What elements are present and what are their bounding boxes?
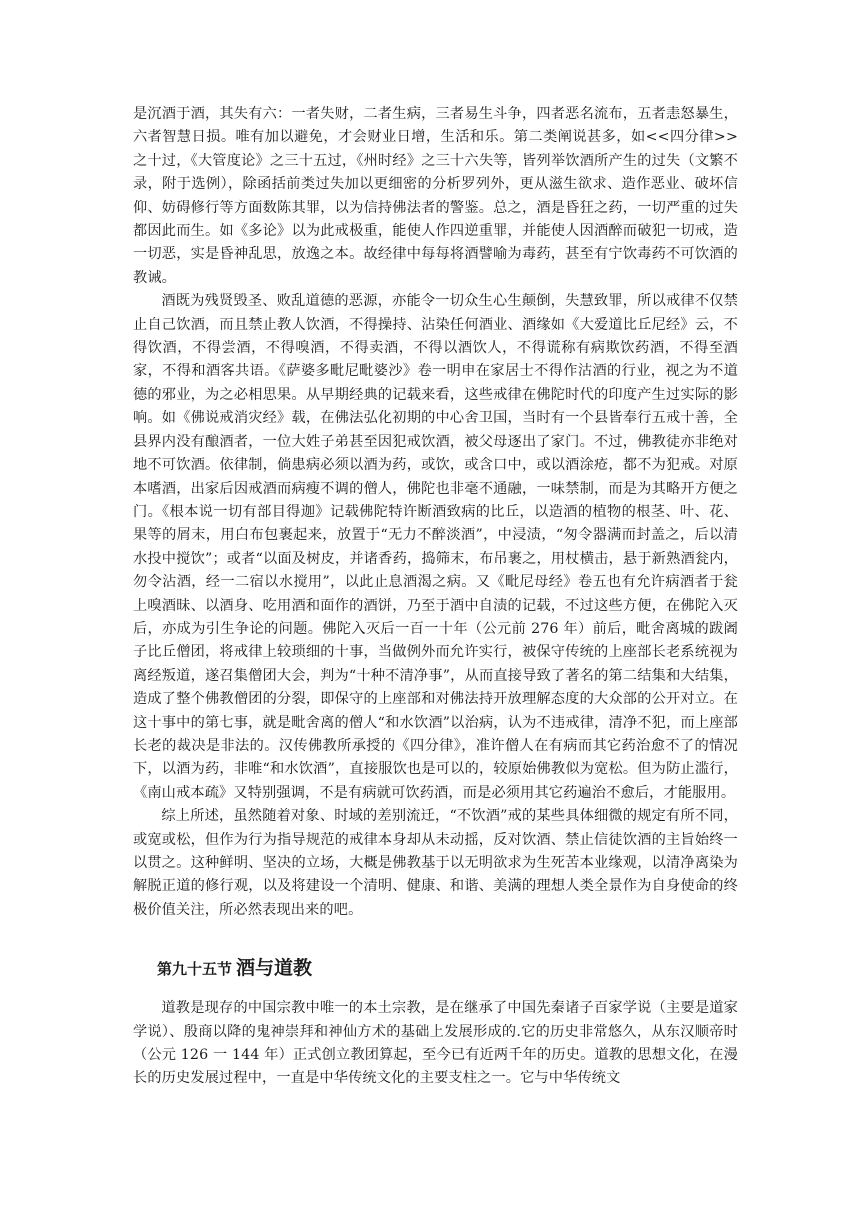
paragraph-2: 酒既为残贤毁圣、败乱道德的恶源，亦能令一切众生心生颠倒，失慧致罪，所以戒律不仅禁止自己饮酒，而且禁止教人饮酒，不得操持、沾染任何酒业、酒缘如《大爱道比丘尼经》云，不得饮酒，不得尝酒，不得嗅酒，不得卖酒，不得以酒饮人，不得谎称有病欺饮药酒，不得至酒家，不得和酒客共语。《萨婆多毗尼毗婆沙》卷一明申在家居士不得作沽酒的行业，视之为不道德的邪业，为之必相思果。从早期经典的记载来看，这些戒律在佛陀时代的印度产生过实际的影响。如《佛说戒消灾经》载，在佛法弘化初期的中心舍卫国，当时有一个县皆奉行五戒十善，全县界内没有酿酒者，一位大姓子弟甚至因犯戒饮酒，被父母逐出了家门。不过，佛教徒亦非绝对地不可饮酒。依律制，倘患病必须以酒为药，或饮，或含口中，或以酒涂疮，都不为犯戒。对原本嗜酒，出家后因戒酒而病瘦不调的僧人，佛陀也非毫不通融，一味禁制，而是为其略开方便之门。《根本说一切有部目得迦》记载佛陀特许断酒致病的比丘，以造酒的植物的根茎、叶、花、果等的屑末，用白布包裹起来，放置于“无力不醉淡酒”，中浸渍，“匆令器满而封盖之，后以清水投中搅饮”；或者“以面及树皮，并诸香药，捣筛末，布吊裹之，用杖横击，悬于新熟酒瓮内，勿令沾酒，经一二宿以水搅用”，以此止息酒渴之病。又《毗尼母经》卷五也有允许病酒者于瓮上嗅酒昧、以酒身、吃用酒和面作的酒饼，乃至于酒中自渍的记载，不过这些方便，在佛陀入灭后，亦成为引生争论的问题。佛陀入灭后一百一十年（公元前 276 年）前后，毗舍离城的跋阇子比丘僧团，将戒律上较琐细的十事，当做例外而允许实行，被保守传统的上座部长老系统视为离经叛道，遂召集僧团大会，判为“十种不清净事”，从而直接导致了著名的第二结集和大结集，造成了整个佛教僧团的分裂，即保守的上座部和对佛法持开放理解态度的大众部的公开对立。在这十事中的第七事，就是毗舍离的僧人“和水饮酒”以治病，认为不违戒律，清净不犯，而上座部长老的裁决是非法的。汉传佛教所承授的《四分律》，准许僧人在有病而其它药治愈不了的情况下，以酒为药，非唯“和水饮酒”，直接服饮也是可以的，较原始佛教似为宽松。但为防止滥行，《南山戒本疏》又特别强调，不是有病就可饮药酒，而是必须用其它药遍治不愈后，才能服用。 [133, 293, 738, 801]
section-title: 酒与道教 [236, 957, 313, 980]
paragraph-3: 综上所述，虽然随着对象、时域的差别流迁，“不饮酒”戒的某些具体细微的规定有所不同，或宽或松，但作为行为指导规范的戒律本身却从未动摇，反对饮酒、禁止信徒饮酒的主旨始终一以贯之。这种鲜明、坚决的立场，大概是佛教基于以无明欲求为生死苦本业缘观，以清净离染为解脱正道的修行观，以及将建设一个清明、健康、和谐、美满的理想人类全景作为自身使命的终极价值关注，所必然表现出来的吧。 [133, 808, 738, 918]
section-number: 第九十五节 [157, 960, 233, 979]
document-page [133, 103, 738, 1091]
paragraph-1: 是沉酒于酒，其失有六：一者失财，二者生病，三者易生斗争，四者恶名流布，五者恚怒暴生，六者智慧日损。唯有加以避免，才会财业日增，生活和乐。第二类阐说甚多，如<<四分律>>之十过，《大管度论》之三十五过，《州时经》之三十六失等，皆列举饮酒所产生的过失（文繁不录，附于选例），除函括前类过失加以更细密的分析罗列外，更从滋生欲求、造作恶业、破坏信仰、妨碍修行等方面数陈其罪，以为信持佛法者的警鉴。总之，酒是昏狂之药，一切严重的过失都因此而生。如《多论》以为此戒极重，能使人作四逆重罪，并能使人因酒醉而破犯一切戒，造一切恶，实是昏神乱思，放逸之本。故经律中每每将酒譬喻为毒药，甚至有宁饮毒药不可饮酒的教诫。 [133, 106, 738, 286]
paragraph-4: 道教是现存的中国宗教中唯一的本土宗教，是在继承了中国先秦诸子百家学说（主要是道家学说）、殷商以降的鬼神崇拜和神仙方术的基础上发展形成的.它的历史非常悠久，从东汉顺帝时（公元 126 一 144 年）正式创立教团算起，至今已有近两千年的历史。道教的思想文化，在漫长的历史发展过程中，一直是中华传统文化的主要支柱之一。它与中华传统文 [133, 1000, 738, 1087]
section-heading [157, 956, 738, 981]
